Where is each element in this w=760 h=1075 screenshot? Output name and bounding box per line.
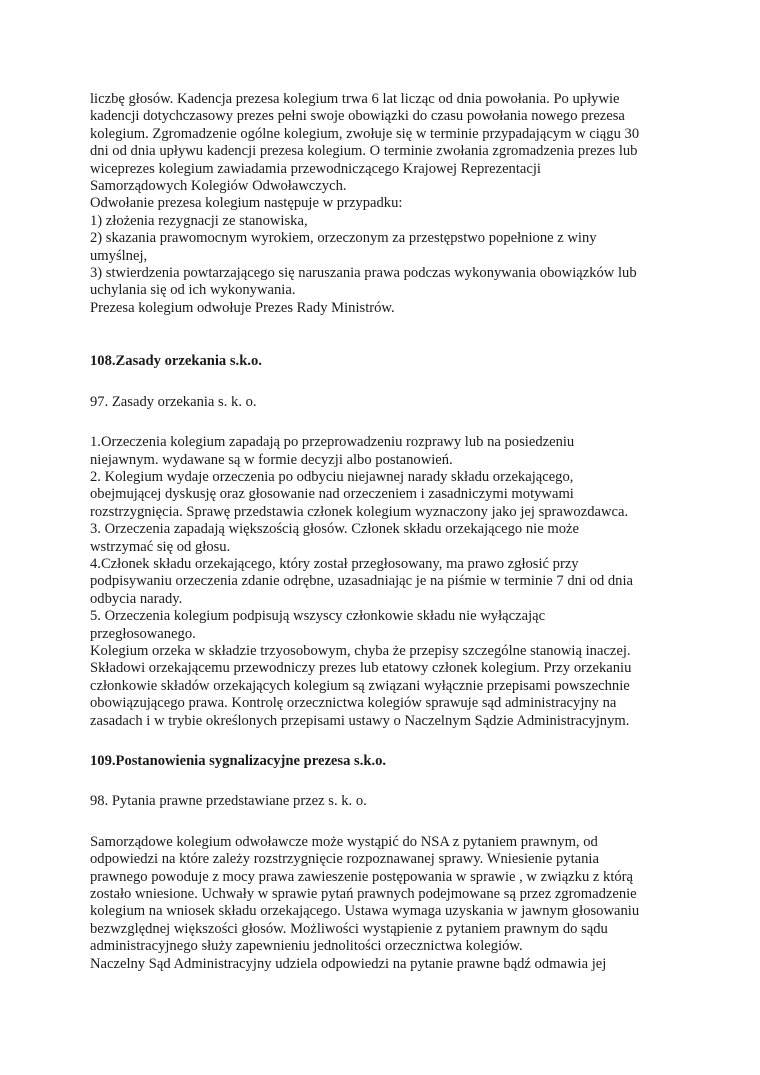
text-line: 3. Orzeczenia zapadają większością głosów. Członek składu orzekającego nie może [90, 521, 579, 538]
text-line: kadencji dotychczasowy prezes pełni swoje obowiązki do czasu powołania nowego prezesa [90, 108, 625, 125]
text-line: odbycia narady. [90, 590, 183, 607]
text-line: Składowi orzekającemu przewodniczy prezes lub etatowy członek kolegium. Przy orzekaniu [90, 660, 632, 677]
text-line: Kolegium orzeka w składzie trzyosobowym, chyba że przepisy szczególne stanowią inaczej. [90, 642, 631, 659]
text-line: kolegium na wniosek składu orzekającego. Ustawa wymaga uzyskania w jawnym głosowaniu [90, 903, 640, 920]
text-line: 2) skazania prawomocnym wyrokiem, orzeczonym za przestępstwo popełnione z winy [90, 230, 597, 247]
text-line: 2. Kolegium wydaje orzeczenia po odbyciu niejawnej narady składu orzekającego, [90, 468, 574, 485]
text-line: 1) złożenia rezygnacji ze stanowiska, [90, 212, 308, 229]
text-line: niejawnym. wydawane są w formie decyzji albo postanowień. [90, 451, 453, 468]
text-line: zostało wniesione. Uchwały w sprawie pytań prawnych podejmowane są przez zgromadzenie [90, 886, 637, 903]
section-subheading-97: 97. Zasady orzekania s. k. o. [90, 393, 257, 410]
text-line: uchylania się od ich wykonywania. [90, 282, 296, 299]
text-line: umyślnej, [90, 247, 148, 264]
text-line: prawnego powoduje z mocy prawa zawieszenie postępowania w sprawie , w związku z którą [90, 868, 634, 885]
intro-paragraph [90, 91, 680, 317]
section-109-body [90, 834, 680, 973]
text-line: wiceprezes kolegium zawiadamia przewodniczącego Krajowej Reprezentacji [90, 160, 541, 177]
text-line: bezwzględnej większości głosów. Możliwości wystąpienie z pytaniem prawnym do sądu [90, 920, 608, 937]
text-line: kolegium. Zgromadzenie ogólne kolegium, zwołuje się w terminie przypadającym w ciągu 30 [90, 125, 640, 142]
text-line: 3) stwierdzenia powtarzającego się naruszania prawa podczas wykonywania obowiązków lub [90, 265, 637, 282]
text-line: 4.Członek składu orzekającego, który został przegłosowany, ma prawo zgłosić przy [90, 555, 579, 572]
text-line: przegłosowanego. [90, 625, 196, 642]
text-line: 1.Orzeczenia kolegium zapadają po przeprowadzeniu rozprawy lub na posiedzeniu [90, 434, 575, 451]
section-heading-108: 108.Zasady orzekania s.k.o. [90, 353, 262, 370]
text-line: wstrzymać się od głosu. [90, 538, 231, 555]
text-line: dni od dnia upływu kadencji prezesa kolegium. O terminie zwołania zgromadzenia prezes lub [90, 143, 638, 160]
text-line: Odwołanie prezesa kolegium następuje w przypadku: [90, 195, 403, 212]
text-line: liczbę głosów. Kadencja prezesa kolegium trwa 6 lat licząc od dnia powołania. Po upływie [90, 91, 620, 107]
text-line: członkowie składów orzekających kolegium są związani wyłącznie przepisami powszechnie [90, 677, 630, 694]
section-subheading-98: 98. Pytania prawne przedstawiane przez s. k. o. [90, 793, 367, 810]
text-line: Samorządowych Kolegiów Odwoławczych. [90, 178, 347, 195]
text-line: Prezesa kolegium odwołuje Prezes Rady Ministrów. [90, 299, 395, 316]
text-line: podpisywaniu orzeczenia zdanie odrębne, uzasadniając je na piśmie w terminie 7 dni od dnia [90, 573, 634, 590]
document-page [90, 91, 680, 973]
text-line: zasadach i w trybie określonych przepisami ustawy o Naczelnym Sądzie Administracyjnym. [90, 712, 630, 729]
text-line: administracyjnego służy zapewnieniu jednolitości orzecznictwa kolegiów. [90, 938, 523, 955]
section-108-body [90, 434, 680, 730]
text-line: Samorządowe kolegium odwoławcze może wystąpić do NSA z pytaniem prawnym, od [90, 833, 598, 850]
section-heading-109: 109.Postanowienia sygnalizacyjne prezesa s.k.o. [90, 753, 387, 769]
text-line: obowiązującego prawa. Kontrolę orzecznictwa kolegiów sprawuje sąd administracyjny na [90, 695, 617, 712]
text-line: 5. Orzeczenia kolegium podpisują wszyscy członkowie składu nie wyłączając [90, 608, 546, 625]
text-line: odpowiedzi na które zależy rozstrzygnięcie rozpoznawanej sprawy. Wniesienie pytania [90, 851, 599, 868]
text-line: obejmującej dyskusję oraz głosowanie nad orzeczeniem i zasadniczymi motywami [90, 486, 574, 503]
text-line: rozstrzygnięcia. Sprawę przedstawia członek kolegium wyznaczony jako jej sprawozdawca. [90, 503, 629, 520]
text-line: Naczelny Sąd Administracyjny udziela odpowiedzi na pytanie prawne bądź odmawia jej [90, 955, 607, 972]
